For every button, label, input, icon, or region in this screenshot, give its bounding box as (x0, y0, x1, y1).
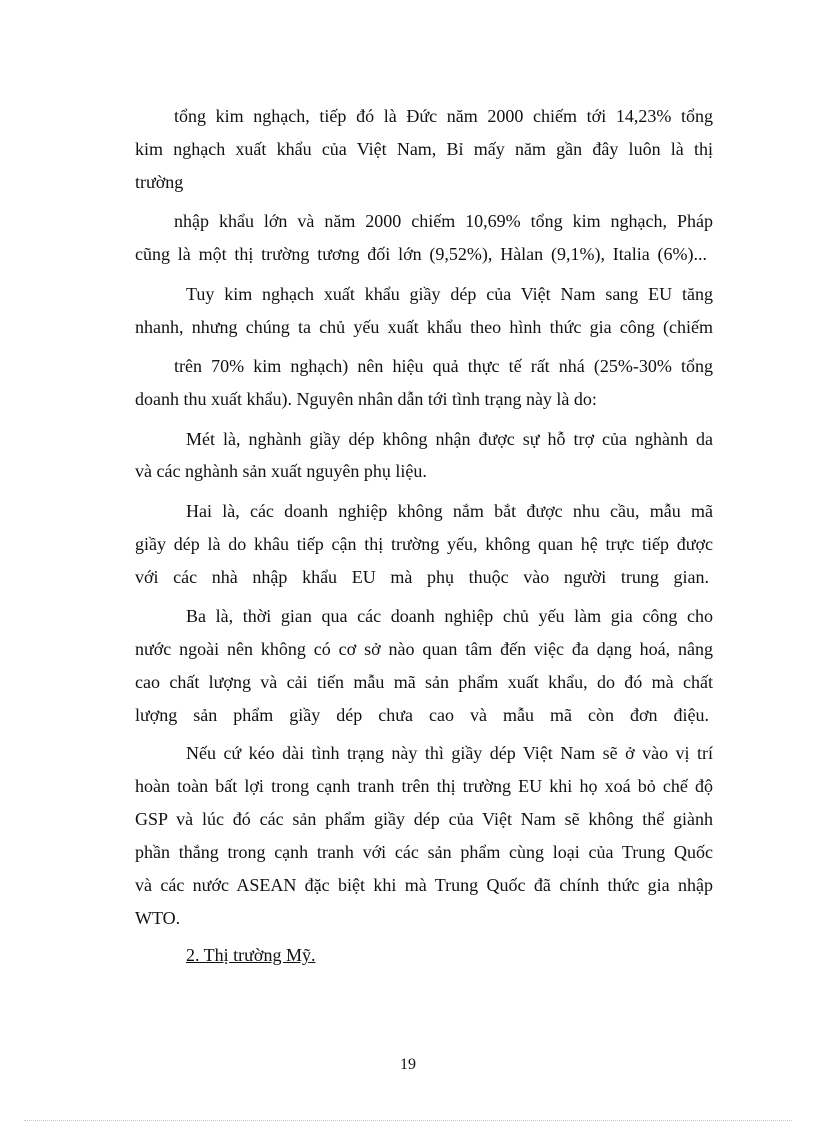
body-text-line: doanh thu xuất khẩu). Nguyên nhân dẫn tới tình trạng này là do: (135, 389, 597, 409)
body-text-line: Ba là, thời gian qua các doanh nghiệp chủ yếu làm gia công cho (186, 606, 713, 626)
section-heading: 2. Thị trường Mỹ. (186, 945, 316, 965)
body-text-line: cũng là một thị trường tương đối lớn (9,52%), Hàlan (9,1%), Italia (6%)... (135, 244, 707, 264)
body-text-line: Tuy kim nghạch xuất khẩu giầy dép của Việt Nam sang EU tăng (186, 284, 713, 304)
body-text-line: trường (135, 172, 184, 192)
footer-divider (24, 1120, 792, 1121)
body-text-line: cao chất lượng và cải tiến mẫu mã sản phẩm xuất khẩu, do đó mà chất (135, 672, 713, 692)
body-text-line: và các nước ASEAN đặc biệt khi mà Trung Quốc đã chính thức gia nhập (135, 875, 713, 895)
body-text-line: Mét là, nghành giầy dép không nhận được sự hỗ trợ của nghành da (186, 429, 713, 449)
body-text-line: lượng sản phẩm giầy dép chưa cao và mẫu mã còn đơn điệu. (135, 705, 709, 725)
body-text-line: GSP và lúc đó các sản phẩm giầy dép của Việt Nam sẽ không thể giành (135, 809, 713, 829)
body-text-line: giầy dép là do khâu tiếp cận thị trường yếu, không quan hệ trực tiếp được (135, 534, 713, 554)
body-text-line: trên 70% kim nghạch) nên hiệu quả thực tế rất nhá (25%-30% tổng (174, 356, 713, 376)
body-text-line: kim nghạch xuất khẩu của Việt Nam, Bỉ mấy năm gần đây luôn là thị (135, 139, 713, 159)
body-text-line: Nếu cứ kéo dài tình trạng này thì giầy dép Việt Nam sẽ ở vào vị trí (186, 743, 713, 763)
body-text-line: hoàn toàn bất lợi trong cạnh tranh trên thị trường EU khi họ xoá bỏ chế độ (135, 776, 713, 796)
page-number: 19 (400, 1056, 416, 1073)
body-text-line: phần thắng trong cạnh tranh với các sản phẩm cùng loại của Trung Quốc (135, 842, 713, 862)
body-text-line: Hai là, các doanh nghiệp không nắm bắt được nhu cầu, mẫu mã (186, 501, 713, 521)
body-text-line: nhập khẩu lớn và năm 2000 chiếm 10,69% tổng kim nghạch, Pháp (174, 211, 713, 231)
body-text-line: và các nghành sản xuất nguyên phụ liệu. (135, 461, 427, 481)
body-text-line: nước ngoài nên không có cơ sở nào quan tâm đến việc đa dạng hoá, nâng (135, 639, 713, 659)
body-text-line: WTO. (135, 908, 181, 928)
body-text-line: tổng kim nghạch, tiếp đó là Đức năm 2000 chiếm tới 14,23% tổng (174, 106, 713, 126)
body-text-line: nhanh, nhưng chúng ta chủ yếu xuất khẩu theo hình thức gia công (chiếm (135, 317, 713, 337)
body-text-line: với các nhà nhập khẩu EU mà phụ thuộc vào người trung gian. (135, 567, 709, 587)
